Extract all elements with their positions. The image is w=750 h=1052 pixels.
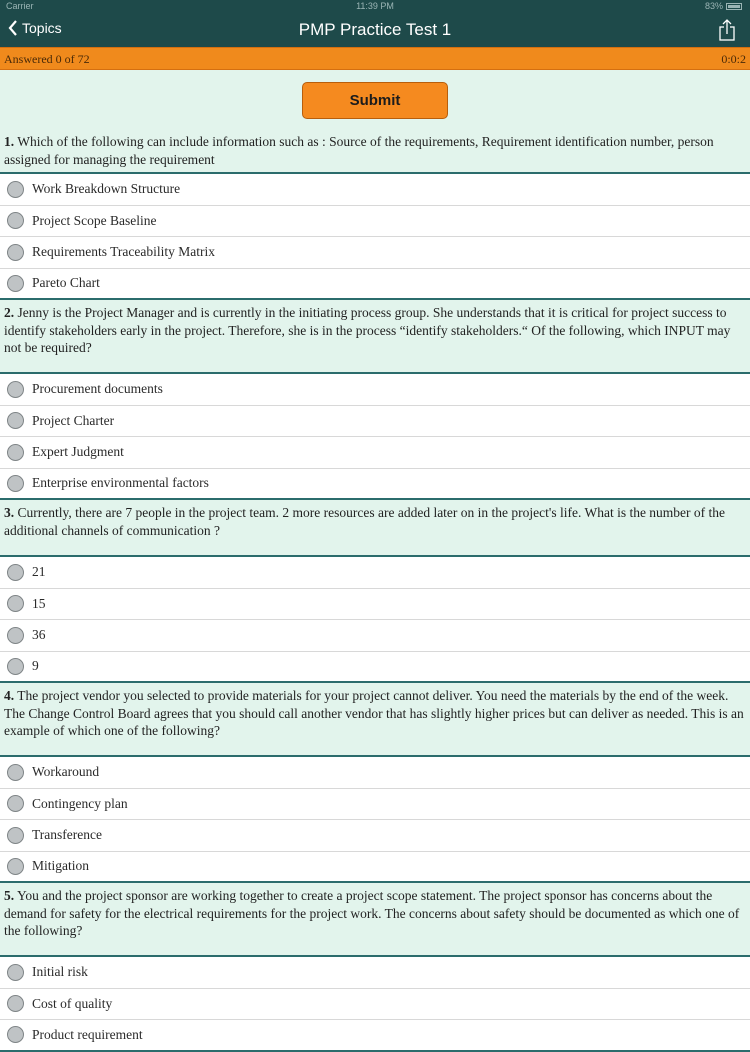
option-label: Mitigation <box>32 858 89 874</box>
answer-option[interactable] <box>0 437 750 469</box>
radio-button[interactable] <box>7 564 24 581</box>
answer-option[interactable] <box>0 989 750 1021</box>
option-label: Pareto Chart <box>32 275 100 291</box>
answer-option[interactable] <box>0 469 750 501</box>
option-label: Enterprise environmental factors <box>32 475 209 491</box>
option-label: 21 <box>32 564 46 580</box>
radio-button[interactable] <box>7 212 24 229</box>
answer-option[interactable] <box>0 757 750 789</box>
progress-bar <box>0 47 750 70</box>
option-label: Project Scope Baseline <box>32 212 157 228</box>
option-label: 9 <box>32 658 39 674</box>
answer-option[interactable] <box>0 237 750 269</box>
radio-button[interactable] <box>7 995 24 1012</box>
question-text: 2. Jenny is the Project Manager and is currently in the initiating process group. She understands that it is critical for project success to identify stakeholders early in the project. Therefore, she is in the process “identify stakeholders.“ Of the following, which INPUT may not be required? <box>0 300 750 374</box>
elapsed-timer: 0:0:2 <box>721 52 746 66</box>
question-text: 5. You and the project sponsor are working together to create a project scope statement. The project sponsor has concerns about the demand for safety for the electrical requirements for the project work. The concerns about safety should be documented as which one of the following? <box>0 883 750 957</box>
clock: 11:39 PM <box>356 1 394 11</box>
status-bar <box>0 0 750 13</box>
answer-option[interactable] <box>0 852 750 884</box>
option-label: Initial risk <box>32 964 88 980</box>
battery-indicator <box>705 1 742 11</box>
option-label: Requirements Traceability Matrix <box>32 244 215 260</box>
battery-icon <box>726 3 742 10</box>
answer-option[interactable] <box>0 820 750 852</box>
answer-option[interactable] <box>0 652 750 684</box>
answer-option[interactable] <box>0 406 750 438</box>
radio-button[interactable] <box>7 827 24 844</box>
option-label: Workaround <box>32 764 100 780</box>
radio-button[interactable] <box>7 658 24 675</box>
radio-button[interactable] <box>7 181 24 198</box>
question-1 <box>0 132 750 300</box>
carrier-label: Carrier <box>6 1 34 11</box>
answer-option[interactable] <box>0 1020 750 1052</box>
radio-button[interactable] <box>7 858 24 875</box>
question-text: 3. Currently, there are 7 people in the project team. 2 more resources are added later on in the project's life. What is the number of the additional channels of communication ? <box>0 500 750 557</box>
answer-option[interactable] <box>0 557 750 589</box>
option-label: Procurement documents <box>32 381 163 397</box>
question-3 <box>0 500 750 683</box>
radio-button[interactable] <box>7 795 24 812</box>
answer-option[interactable] <box>0 269 750 301</box>
option-label: 15 <box>32 595 46 611</box>
radio-button[interactable] <box>7 412 24 429</box>
radio-button[interactable] <box>7 1026 24 1043</box>
radio-button[interactable] <box>7 381 24 398</box>
answered-count: Answered 0 of 72 <box>4 52 90 66</box>
battery-percent: 83% <box>704 1 723 11</box>
share-icon[interactable] <box>718 19 736 41</box>
answer-option[interactable] <box>0 374 750 406</box>
answer-option[interactable] <box>0 589 750 621</box>
option-label: Contingency plan <box>32 795 128 811</box>
question-text: 1. Which of the following can include information such as : Source of the requirements, Requirement identification number, person assigned for managing the requirement <box>0 132 750 174</box>
submit-area <box>0 70 750 132</box>
option-label: 36 <box>32 627 46 643</box>
back-label: Topics <box>22 20 62 36</box>
radio-button[interactable] <box>7 275 24 292</box>
radio-button[interactable] <box>7 475 24 492</box>
navigation-bar <box>0 0 750 47</box>
radio-button[interactable] <box>7 244 24 261</box>
radio-button[interactable] <box>7 595 24 612</box>
question-text: 4. The project vendor you selected to provide materials for your project cannot deliver. You need the materials by the end of the week. The Change Control Board agrees that you should call another vendor that has slightly higher prices but can deliver as needed. This is an example of which one of the following? <box>0 683 750 757</box>
answer-option[interactable] <box>0 957 750 989</box>
submit-button[interactable]: Submit <box>302 82 448 119</box>
option-label: Product requirement <box>32 1026 143 1042</box>
answer-option[interactable] <box>0 174 750 206</box>
answer-option[interactable] <box>0 789 750 821</box>
option-label: Cost of quality <box>32 995 113 1011</box>
answer-option[interactable] <box>0 206 750 238</box>
option-label: Work Breakdown Structure <box>32 181 181 197</box>
radio-button[interactable] <box>7 444 24 461</box>
option-label: Expert Judgment <box>32 444 124 460</box>
question-2 <box>0 300 750 500</box>
option-label: Transference <box>32 827 102 843</box>
question-4 <box>0 683 750 883</box>
radio-button[interactable] <box>7 764 24 781</box>
radio-button[interactable] <box>7 627 24 644</box>
page-title: PMP Practice Test 1 <box>298 20 452 39</box>
question-list <box>0 132 750 1052</box>
question-5 <box>0 883 750 1052</box>
radio-button[interactable] <box>7 964 24 981</box>
option-label: Project Charter <box>32 412 115 428</box>
answer-option[interactable] <box>0 620 750 652</box>
